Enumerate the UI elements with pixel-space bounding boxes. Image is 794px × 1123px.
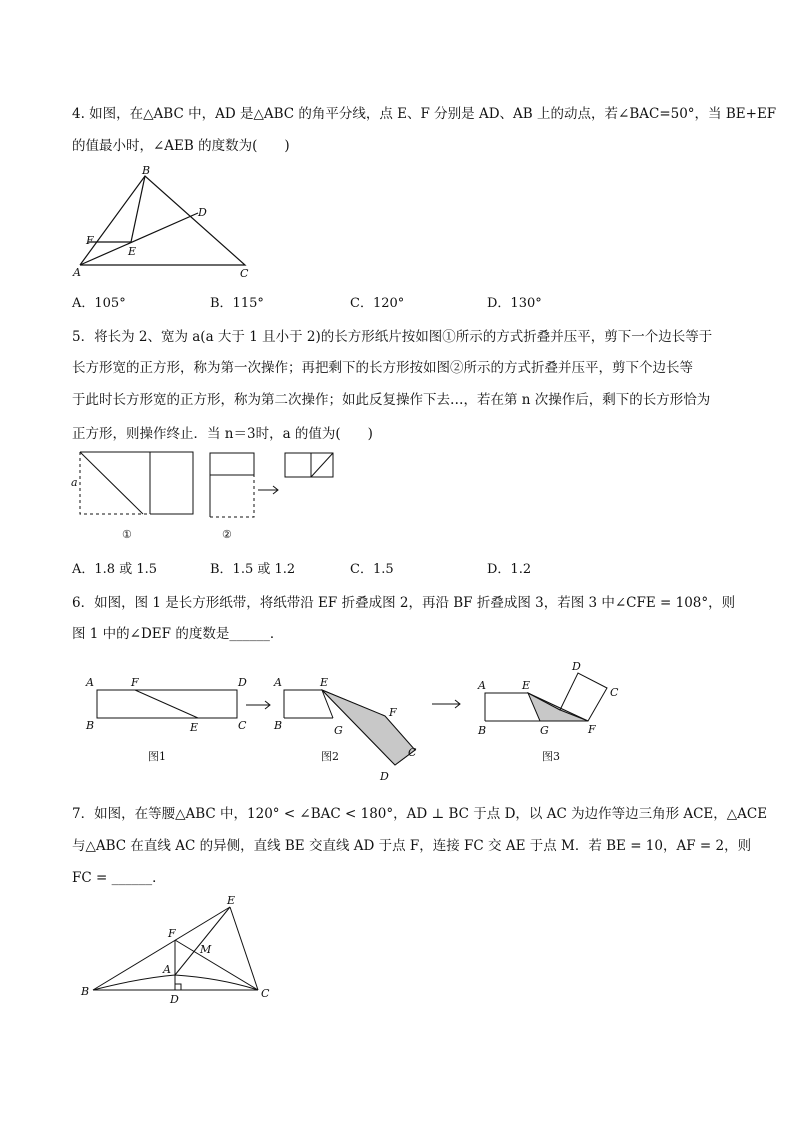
q7-label-b: B	[81, 985, 90, 998]
q5-option-b: B．1.5 或 1.2	[210, 562, 296, 577]
figure-line	[80, 213, 198, 265]
q6-caption-1: 图1	[148, 750, 166, 763]
q6-f2-e: E	[320, 676, 329, 689]
q6-caption-2: 图2	[321, 750, 339, 763]
figure-line	[284, 690, 322, 718]
figure-line	[230, 907, 258, 990]
q5-option-c: C．1.5	[350, 562, 394, 577]
q6-f3-f: F	[588, 723, 596, 736]
q7-label-f: F	[168, 927, 176, 940]
q6-f2-g: G	[334, 724, 343, 737]
q7-label-d: D	[170, 993, 179, 1006]
figure-line	[175, 940, 258, 990]
q7-label-a: A	[163, 963, 171, 976]
figure-line	[311, 453, 333, 477]
q4-option-a: A．105°	[72, 296, 126, 311]
q6-arrow-2	[432, 700, 460, 708]
q6-f2-a: A	[274, 676, 282, 689]
q7-text-line3: FC = ______．	[72, 870, 166, 886]
q6-figure-2	[284, 690, 415, 765]
q7-text-line2: 与△ABC 在直线 AC 的异侧，直线 BE 交直线 AD 于点 F，连接 FC 交 AE 于点 M．若 BE = 10，AF = 2，则	[72, 838, 752, 854]
q5-text-line3: 于此时长方形宽的正方形，称为第二次操作；如此反复操作下去…，若在第 n 次操作后，剩下的长方形恰为	[72, 392, 711, 408]
q5-fold-figure-1	[80, 452, 193, 514]
q6-f3-a: A	[478, 679, 486, 692]
q5-fold-figure-2	[210, 453, 333, 517]
figure-line	[210, 453, 254, 475]
q4-label-d: D	[198, 206, 207, 219]
q6-f1-a: A	[86, 676, 94, 689]
q6-text-line1: 6．如图，图 1 是长方形纸带，将纸带沿 EF 折叠成图 2，再沿 BF 折叠成图 3，若图 3 中∠CFE = 108°，则	[72, 595, 736, 611]
q5-text-line4: 正方形，则操作终止．当 n＝3时，a 的值为( )	[72, 426, 373, 442]
q4-label-c: C	[240, 267, 249, 280]
q4-label-f: F	[86, 234, 94, 247]
q6-f3-d: D	[572, 660, 581, 673]
figure-line	[175, 907, 230, 975]
q6-f3-g: G	[540, 724, 549, 737]
figure-line	[528, 693, 588, 721]
q6-f1-f: F	[131, 676, 139, 689]
q6-figure-3	[485, 673, 607, 721]
q7-label-c: C	[261, 987, 270, 1000]
figure-line	[80, 452, 193, 514]
q5-option-d: D．1.2	[487, 562, 532, 577]
q7-figure	[93, 907, 258, 990]
q5-option-a: A．1.8 或 1.5	[72, 562, 158, 577]
q6-figure-1	[97, 690, 237, 718]
q5-text-line1: 5．将长为 2、宽为 a(a 大于 1 且小于 2)的长方形纸片按如图①所示的方式折叠并压平，剪下一个边长等于	[72, 329, 713, 345]
figure-line	[135, 690, 198, 718]
q6-f2-b: B	[274, 719, 283, 732]
q7-text-line1: 7．如图，在等腰△ABC 中，120° < ∠BAC < 180°，AD ⊥ BC 于点 D，以 AC 为边作等边三角形 ACE，△ACE	[72, 806, 768, 822]
q4-text-line1: 4. 如图，在△ABC 中，AD 是△ABC 的角平分线，点 E、F 分别是 AD、AB 上的动点，若∠BAC=50°，当 BE+EF	[72, 106, 777, 122]
q5-text-line2: 长方形宽的正方形，称为第一次操作；再把剩下的长方形按如图②所示的方式折叠并压平，剪下个边长等	[72, 360, 693, 376]
q4-triangle-figure	[80, 176, 245, 265]
q6-f1-b: B	[86, 719, 95, 732]
q4-option-c: C．120°	[350, 296, 405, 311]
q6-f3-e: E	[522, 679, 531, 692]
q4-option-d: D．130°	[487, 296, 542, 311]
q4-option-b: B．115°	[210, 296, 264, 311]
q5-fig1-label: ①	[122, 528, 132, 541]
q4-label-a: A	[73, 266, 81, 279]
q7-label-e: E	[227, 894, 236, 907]
q6-f1-d: D	[238, 676, 247, 689]
q6-caption-3: 图3	[542, 750, 560, 763]
q6-f3-b: B	[478, 724, 487, 737]
figure-line	[210, 475, 254, 517]
q6-arrow-1	[246, 701, 270, 709]
figure-line	[80, 452, 150, 514]
q6-f2-d: D	[380, 770, 389, 783]
q6-f2-f: F	[389, 706, 397, 719]
q4-label-b: B	[142, 164, 151, 177]
figure-line	[80, 452, 143, 514]
figure-line	[485, 693, 528, 721]
figure-line	[175, 984, 181, 990]
q4-text-line2: 的值最小时，∠AEB 的度数为( )	[72, 138, 290, 154]
figure-line	[285, 453, 311, 477]
q4-label-e: E	[128, 245, 137, 258]
q6-f1-e: E	[190, 721, 199, 734]
q6-f3-c: C	[610, 686, 619, 699]
figure-line	[80, 176, 245, 265]
q6-f1-c: C	[238, 719, 247, 732]
q5-fig2-label: ②	[222, 528, 232, 541]
q6-text-line2: 图 1 中的∠DEF 的度数是______．	[72, 626, 284, 642]
q5-side-label: a	[71, 476, 78, 489]
q6-f2-c: C	[408, 746, 417, 759]
q7-label-m: M	[200, 943, 212, 956]
